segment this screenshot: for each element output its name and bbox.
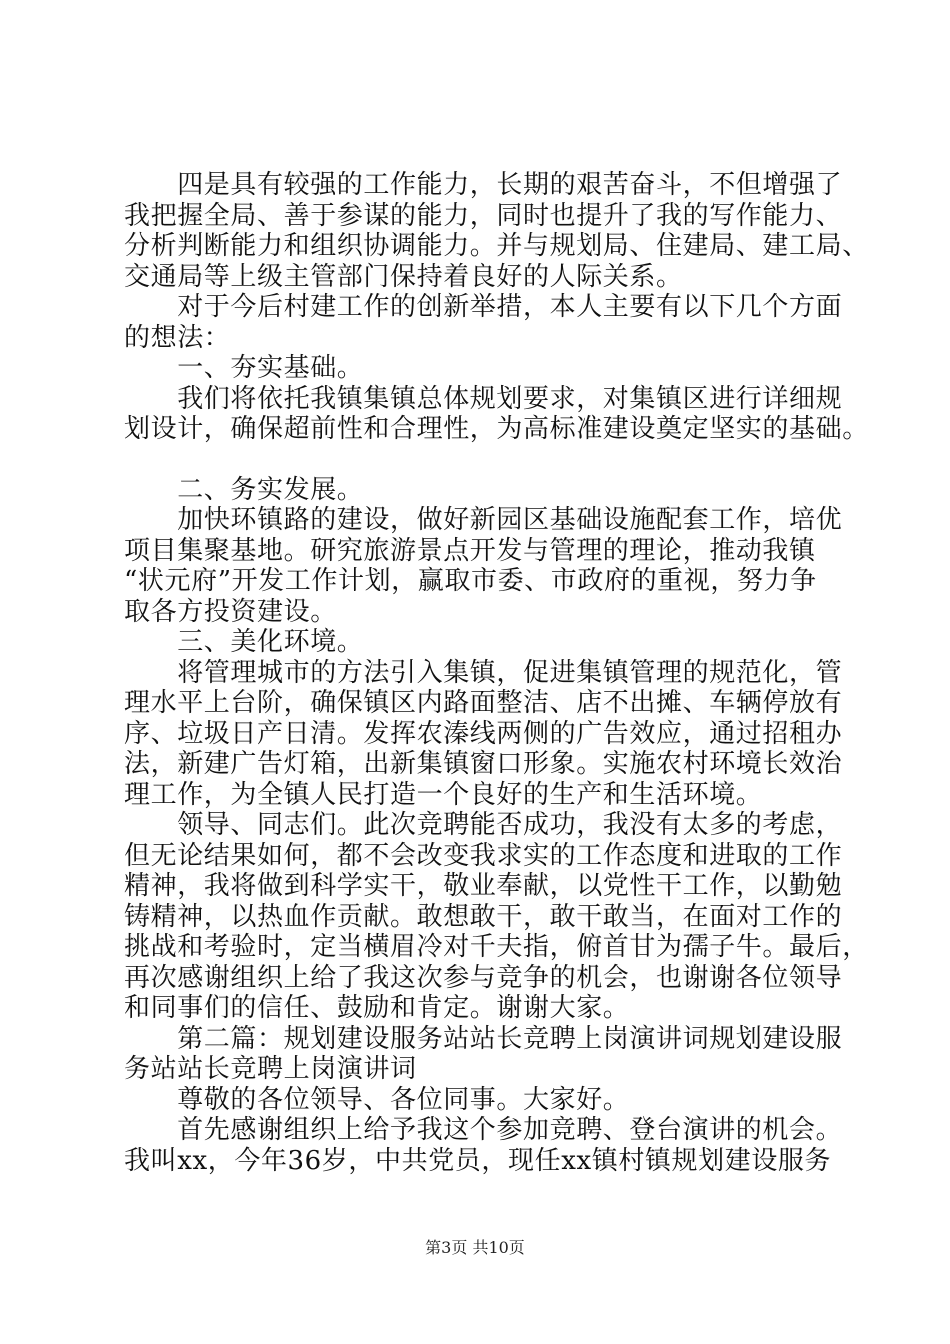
text-line: 序、垃圾日产日清。发挥农溱线两侧的广告效应，通过招租办 [124, 718, 843, 749]
section-heading: 一、夯实基础。 [124, 353, 364, 383]
page-number-footer: 第3页 共10页 [425, 1238, 525, 1257]
text-line: 再次感谢组织上给了我这次参与竞争的机会，也谢谢各位领导 [124, 962, 843, 993]
text-line: 取各方投资建设。 [124, 596, 337, 627]
text-line: “状元府”开发工作计划，赢取市委、市政府的重视，努力争 [124, 566, 817, 596]
text-line: 精神，我将做到科学实干，敬业奉献，以党性干工作，以勤勉 [124, 871, 843, 901]
text-line: 法，新建广告灯箱，出新集镇窗口形象。实施农村环境长效治 [124, 749, 843, 779]
text-line: 理水平上台阶，确保镇区内路面整洁、店不出摊、车辆停放有 [124, 688, 843, 718]
paragraph-gap [124, 445, 844, 475]
text-line: 理工作，为全镇人民打造一个良好的生产和生活环境。 [124, 779, 763, 810]
text-line: 将管理城市的方法引入集镇，促进集镇管理的规范化，管 [124, 657, 843, 688]
chapter-heading: 务站站长竞聘上岗演讲词 [124, 1054, 417, 1084]
chapter-heading: 第二篇：规划建设服务站站长竞聘上岗演讲词规划建设服 [124, 1023, 843, 1054]
text-line: 领导、同志们。此次竞聘能否成功，我没有太多的考虑， [124, 810, 843, 840]
text-line: 挑战和考验时，定当横眉冷对千夫指，俯首甘为孺子牛。最后， [124, 932, 869, 962]
text-line: 分析判断能力和组织协调能力。并与规划局、住建局、建工局、 [124, 231, 869, 261]
text-line: 尊敬的各位领导、各位同事。大家好。 [124, 1084, 630, 1115]
section-heading: 二、务实发展。 [124, 474, 364, 505]
text-line: 铸精神，以热血作贡献。敢想敢干，敢干敢当，在面对工作的 [124, 901, 843, 932]
text-line: 四是具有较强的工作能力，长期的艰苦奋斗，不但增强了 [124, 170, 843, 200]
text-line: 划设计，确保超前性和合理性，为高标准建设奠定坚实的基础。 [124, 414, 869, 444]
text-line: 和同事们的信任、鼓励和肯定。谢谢大家。 [124, 993, 630, 1023]
text-line: 交通局等上级主管部门保持着良好的人际关系。 [124, 261, 683, 292]
document-body [124, 170, 869, 1176]
text-line: 加快环镇路的建设，做好新园区基础设施配套工作，培优 [124, 505, 843, 535]
text-line: 首先感谢组织上给予我这个参加竞聘、登台演讲的机会。 [124, 1115, 843, 1145]
text-line: 的想法： [124, 322, 231, 353]
text-line: 对于今后村建工作的创新举措，本人主要有以下几个方面 [124, 292, 843, 322]
section-heading: 三、美化环境。 [124, 627, 364, 657]
text-line: 我叫xx，今年36岁，中共党员，现任xx镇村镇规划建设服务 [124, 1145, 832, 1176]
text-line: 我们将依托我镇集镇总体规划要求，对集镇区进行详细规 [124, 383, 843, 414]
text-line: 我把握全局、善于参谋的能力，同时也提升了我的写作能力、 [124, 200, 843, 231]
text-line: 但无论结果如何，都不会改变我求实的工作态度和进取的工作 [124, 840, 843, 871]
text-line: 项目集聚基地。研究旅游景点开发与管理的理论，推动我镇 [124, 535, 816, 566]
